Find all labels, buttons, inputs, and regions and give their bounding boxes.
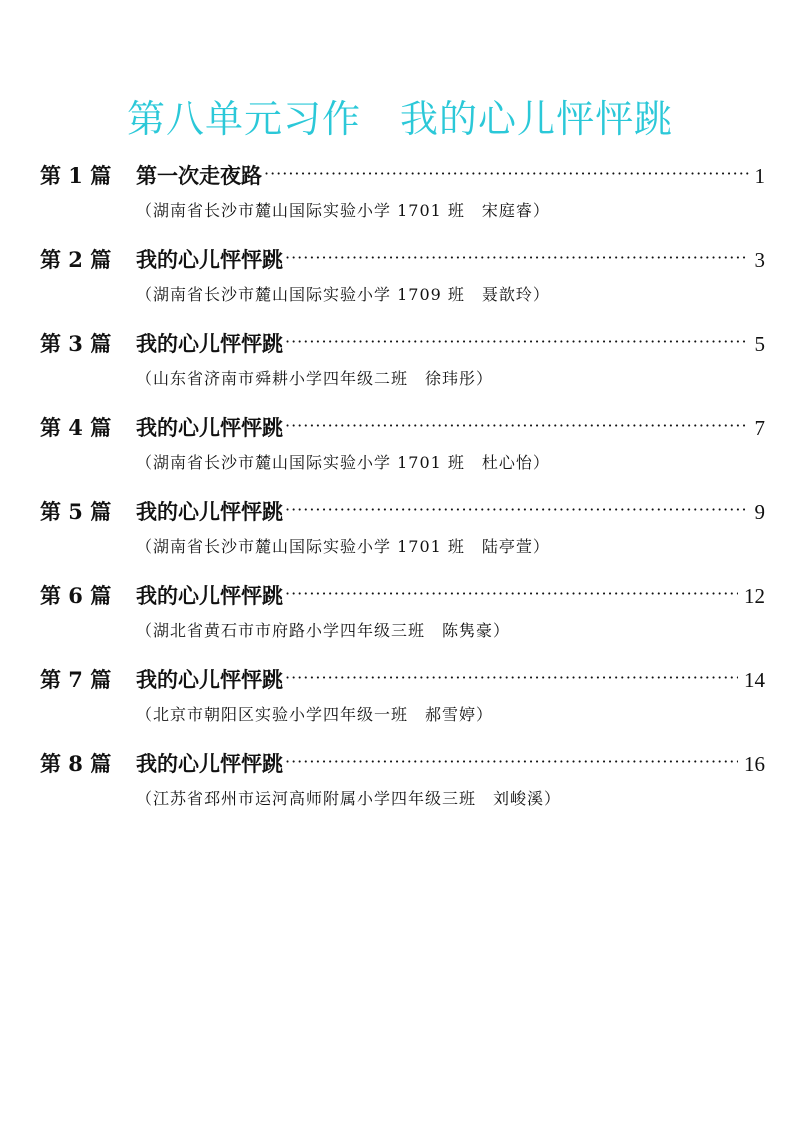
dot-leader [285, 584, 738, 603]
toc-entry[interactable] [40, 748, 765, 832]
entry-page: 9 [754, 500, 765, 524]
dot-leader [264, 164, 749, 183]
dot-leader [285, 500, 749, 519]
dot-leader [285, 248, 749, 267]
entry-title: 我的心儿怦怦跳 [136, 415, 283, 440]
toc-entry[interactable] [40, 328, 765, 412]
entry-page: 16 [744, 752, 765, 776]
dot-leader [285, 752, 738, 771]
toc-entry[interactable] [40, 160, 765, 244]
dot-leader [285, 668, 738, 687]
entry-page: 12 [744, 584, 765, 608]
entry-number: 第 8 篇 [40, 751, 112, 776]
entry-title: 我的心儿怦怦跳 [136, 499, 283, 524]
dot-leader [285, 416, 749, 435]
toc-entry[interactable] [40, 412, 765, 496]
toc-entry[interactable] [40, 580, 765, 664]
entry-number: 第 7 篇 [40, 667, 112, 692]
entry-title: 我的心儿怦怦跳 [136, 667, 283, 692]
entry-title: 我的心儿怦怦跳 [136, 247, 283, 272]
entry-page: 5 [754, 332, 765, 356]
entry-source: （北京市朝阳区实验小学四年级一班 郝雪婷） [136, 705, 494, 724]
entry-number: 第 6 篇 [40, 583, 112, 608]
entry-number: 第 3 篇 [40, 331, 112, 356]
entry-number: 第 5 篇 [40, 499, 112, 524]
entry-title: 我的心儿怦怦跳 [136, 751, 283, 776]
entry-source: （湖南省长沙市麓山国际实验小学 1709 班 聂歆玲） [136, 285, 550, 304]
entry-source: （湖南省长沙市麓山国际实验小学 1701 班 杜心怡） [136, 453, 550, 472]
toc-entry[interactable] [40, 664, 765, 748]
entry-source: （山东省济南市舜耕小学四年级二班 徐玮彤） [136, 369, 494, 388]
entry-number: 第 1 篇 [40, 163, 112, 188]
toc-entry[interactable] [40, 244, 765, 328]
entry-title: 第一次走夜路 [136, 163, 262, 188]
dot-leader [285, 332, 749, 351]
entry-source: （湖北省黄石市市府路小学四年级三班 陈隽豪） [136, 621, 511, 640]
entry-title: 我的心儿怦怦跳 [136, 331, 283, 356]
entry-page: 3 [754, 248, 765, 272]
toc-entry[interactable] [40, 496, 765, 580]
table-of-contents [40, 160, 765, 832]
entry-number: 第 2 篇 [40, 247, 112, 272]
entry-number: 第 4 篇 [40, 415, 112, 440]
entry-page: 7 [754, 416, 765, 440]
entry-page: 14 [744, 668, 765, 692]
page-title: 第八单元习作 我的心儿怦怦跳 [126, 97, 673, 141]
entry-source: （江苏省邳州市运河高师附属小学四年级三班 刘峻溪） [136, 789, 562, 808]
entry-page: 1 [754, 164, 765, 188]
entry-source: （湖南省长沙市麓山国际实验小学 1701 班 陆亭萱） [136, 537, 550, 556]
entry-source: （湖南省长沙市麓山国际实验小学 1701 班 宋庭睿） [136, 201, 550, 220]
entry-title: 我的心儿怦怦跳 [136, 583, 283, 608]
